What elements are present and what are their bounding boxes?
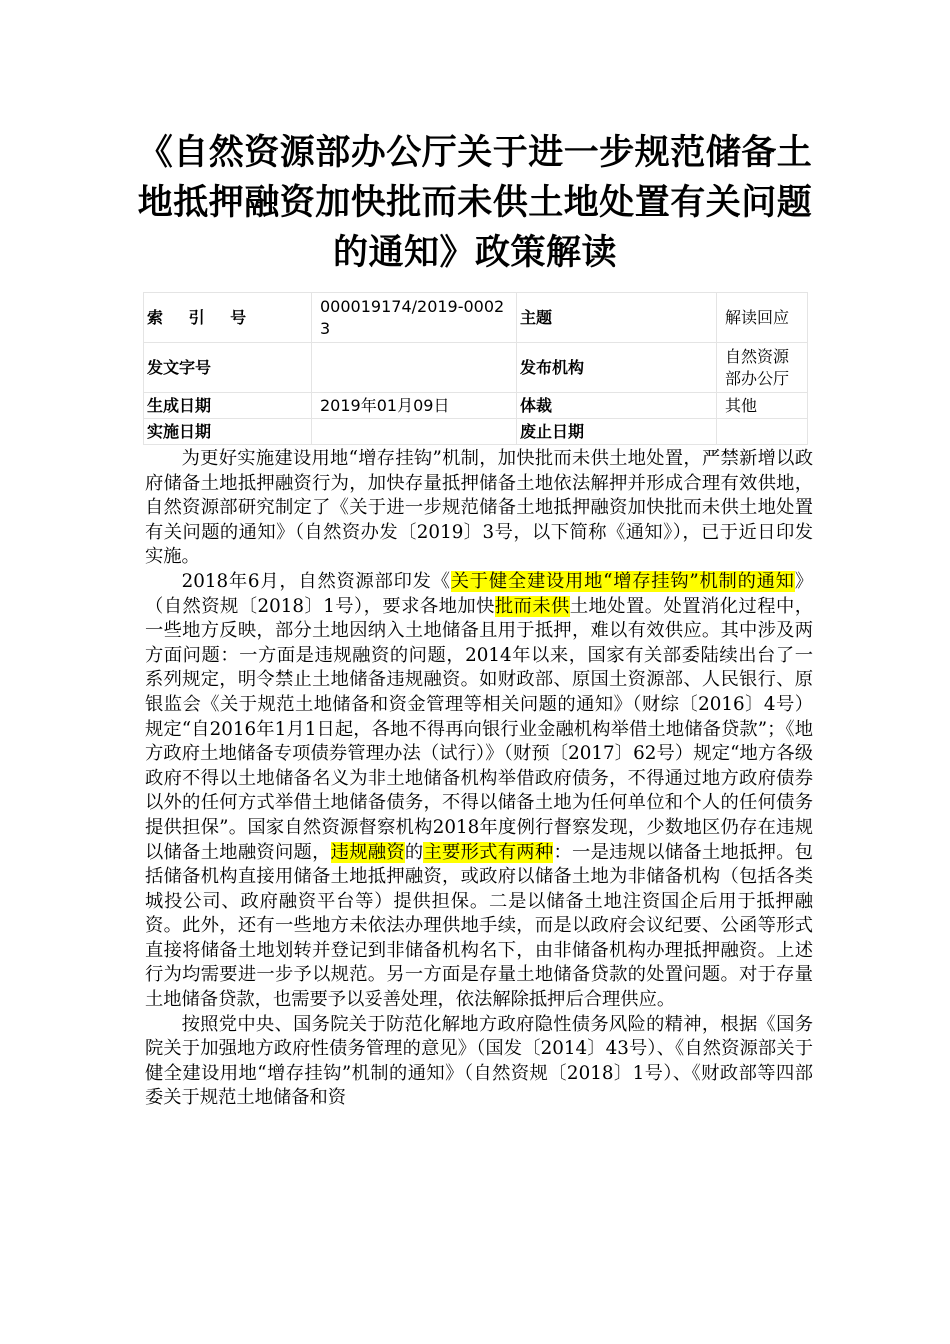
repeal-date-value: [717, 419, 808, 445]
created-date-value: 2019年01月09日: [312, 393, 517, 419]
document-body: [145, 447, 813, 1111]
highlighted-text: 批而未供: [494, 595, 570, 617]
text-run: ：一是违规以储备土地抵押。包括储备机构直接用储备土地抵押融资，或政府以储备土地为非储备机构（包括各类城投公司、政府融资平台等）提供担保。二是以储备土地注资国企后用于抵押融资。此外，还有一些地方未依法办理供地手续，而是以政府会议纪要、公函等形式直接将储备土地划转并登记到非储备机构名下，由非储备机构办理抵押融资。上述行为均需要进一步予以规范。另一方面是存量土地储备贷款的处置问题。对于存量土地储备贷款，也需要予以妥善处理，依法解除抵押后合理供应。: [145, 841, 814, 1011]
metadata-row: [144, 393, 808, 419]
highlighted-text: 违规融资: [330, 841, 405, 863]
topic-value: 解读回应: [717, 293, 808, 343]
doc-number-label: 发文字号: [144, 343, 312, 393]
paragraph-background: [145, 570, 813, 1013]
paragraph-basis: 按照党中央、国务院关于防范化解地方政府隐性债务风险的精神，根据《国务院关于加强地方政府性债务管理的意见》（国发〔2014〕43号）、《自然资源部关于健全建设用地“增存挂钩”机制的通知》（自然资规〔2018〕1号）、《财政部等四部委关于规范土地储备和资: [145, 1013, 813, 1109]
genre-value: 其他: [717, 393, 808, 419]
repeal-date-label: 废止日期: [517, 419, 717, 445]
index-value: 000019174/2019-00023: [312, 293, 517, 343]
effective-date-value: [312, 419, 517, 445]
text-run: 土地处置。处置消化过程中，一些地方反映，部分土地因纳入土地储备且用于抵押，难以有效供应。其中涉及两方面问题：一方面是违规融资的问题，2014年以来，国家有关部委陆续出台了一系列规定，明令禁止土地储备违规融资。如财政部、原国土资源部、人民银行、原银监会《关于规范土地储备和资金管理等相关问题的通知》（财综〔2016〕4号）规定“自2016年1月1日起，各地不得再向银行业金融机构举借土地储备贷款”；《地方政府土地储备专项债券管理办法（试行）》（财预〔2017〕62号）规定“地方各级政府不得以土地储备名义为非土地储备机构举借政府债务，不得通过地方政府债券以外的任何方式举借土地储备债务，不得以储备土地为任何单位和个人的任何债务提供担保”。国家自然资源督察机构2018年度例行督察发现，少数地区仍存在违规以储备土地融资问题，: [145, 595, 814, 863]
effective-date-label: 实施日期: [144, 419, 312, 445]
text-run: 2018年6月，自然资源部印发《: [181, 570, 451, 592]
issuer-label: 发布机构: [517, 343, 717, 393]
text-run: 》（自然资规〔2018〕1号），要求各地加快: [145, 570, 814, 617]
topic-label: 主题: [517, 293, 717, 343]
index-label: 索 引 号: [144, 293, 312, 343]
highlighted-text: 主要形式有两种: [423, 841, 554, 863]
metadata-table: [143, 292, 808, 445]
paragraph-intro: 为更好实施建设用地“增存挂钩”机制，加快批而未供土地处置，严禁新增以政府储备土地抵押融资行为，加快存量抵押储备土地依法解押并形成合理有效供地，自然资源部研究制定了《关于进一步规范储备土地抵押融资加快批而未供土地处置有关问题的通知》（自然资办发〔2019〕3号，以下简称《通知》），已于近日印发实施。: [145, 448, 813, 568]
document-title: 《自然资源部办公厅关于进一步规范储备土地抵押融资加快批而未供土地处置有关问题的通知》政策解读: [137, 133, 813, 273]
metadata-row: [144, 293, 808, 343]
created-date-label: 生成日期: [144, 393, 312, 419]
issuer-value: 自然资源部办公厅: [717, 343, 808, 393]
metadata-row: [144, 419, 808, 445]
metadata-row: [144, 343, 808, 393]
text-run: 的: [404, 841, 424, 863]
doc-number-value: [312, 343, 517, 393]
genre-label: 体裁: [517, 393, 717, 419]
highlighted-text: 关于健全建设用地“增存挂钩”机制的通知: [450, 570, 795, 592]
